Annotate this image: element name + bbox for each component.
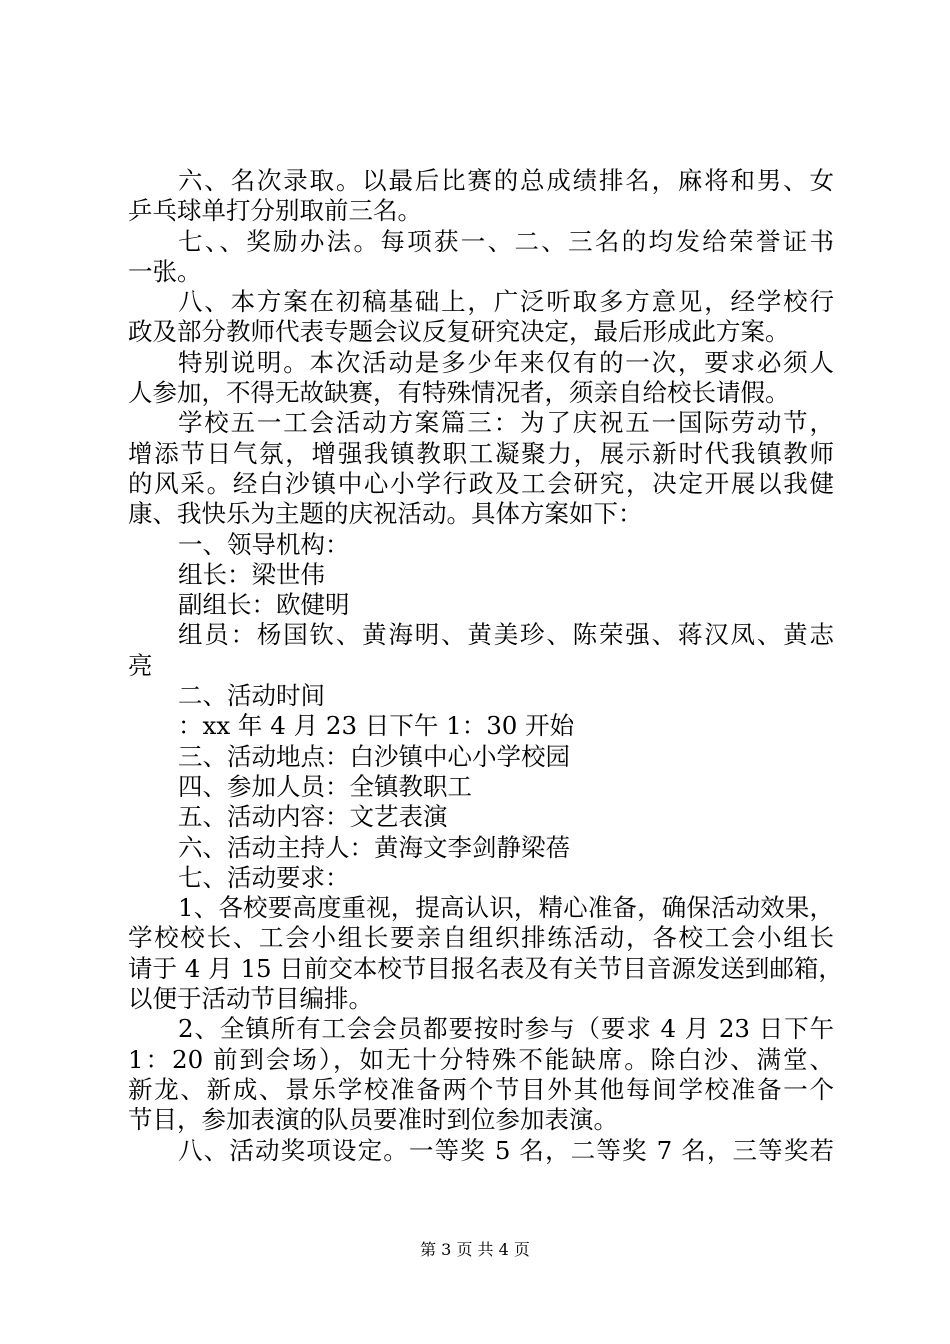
document-body	[128, 166, 843, 1166]
text-line: 八、本方案在初稿基础上，广泛听取多方意见，经学校行	[178, 287, 834, 317]
text-line: 七、活动要求：	[178, 862, 350, 892]
text-line: 1、各校要高度重视，提高认识，精心准备，确保活动效果，	[178, 893, 834, 923]
text-line: 节目，参加表演的队员要准时到位参加表演。	[128, 1105, 618, 1135]
text-line: 增添节日气氛，增强我镇教职工凝聚力，展示新时代我镇教师	[128, 438, 834, 468]
text-line: 组员：杨国钦、黄海明、黄美珍、陈荣强、蒋汉凤、黄志	[178, 620, 834, 650]
text-line: 一张。	[128, 256, 202, 286]
text-line: 的风采。经白沙镇中心小学行政及工会研究，决定开展以我健	[128, 468, 834, 498]
text-line: 请于 4 月 15 日前交本校节目报名表及有关节目音源发送到邮箱，	[128, 953, 843, 983]
text-line: 副组长：欧健明	[178, 590, 350, 620]
text-line: 特别说明。本次活动是多少年来仅有的一次，要求必须人	[178, 347, 834, 377]
text-line: 四、参加人员：全镇教职工	[178, 771, 472, 801]
page-footer: 第 3 页 共 4 页	[420, 1240, 530, 1259]
text-line: 六、名次录取。以最后比赛的总成绩排名，麻将和男、女	[178, 166, 834, 195]
text-line: 康、我快乐为主题的庆祝活动。具体方案如下：	[128, 499, 643, 529]
text-line: 七、、奖励办法。每项获一、二、三名的均发给荣誉证书	[178, 226, 834, 256]
text-line: 学校五一工会活动方案篇三：为了庆祝五一国际劳动节，	[178, 408, 834, 438]
text-line: 2、全镇所有工会会员都要按时参与（要求 4 月 23 日下午	[178, 1014, 834, 1044]
text-line: ：xx 年 4 月 23 日下午 1：30 开始	[178, 711, 575, 741]
text-line: 组长：梁世伟	[178, 559, 325, 589]
text-line: 学校校长、工会小组长要亲自组织排练活动，各校工会小组长	[128, 923, 834, 953]
text-line: 人参加，不得无故缺赛，有特殊情况者，须亲自给校长请假。	[128, 378, 790, 408]
text-line: 以便于活动节目编排。	[128, 984, 373, 1014]
text-line: 政及部分教师代表专题会议反复研究决定，最后形成此方案。	[128, 317, 790, 347]
text-line: 1：20 前到会场），如无十分特殊不能缺席。除白沙、满堂、	[128, 1044, 834, 1074]
text-line: 新龙、新成、景乐学校准备两个节目外其他每间学校准备一个	[128, 1074, 834, 1104]
text-line: 亮	[128, 650, 153, 680]
text-line: 二、活动时间	[178, 681, 325, 711]
text-line: 一、领导机构：	[178, 529, 350, 559]
text-line: 八、活动奖项设定。一等奖 5 名，二等奖 7 名，三等奖若	[178, 1135, 834, 1165]
text-line: 乒乓球单打分别取前三名。	[128, 196, 422, 226]
text-line: 三、活动地点：白沙镇中心小学校园	[178, 741, 570, 771]
text-line: 五、活动内容：文艺表演	[178, 802, 448, 832]
text-line: 六、活动主持人：黄海文李剑静梁蓓	[178, 832, 570, 862]
